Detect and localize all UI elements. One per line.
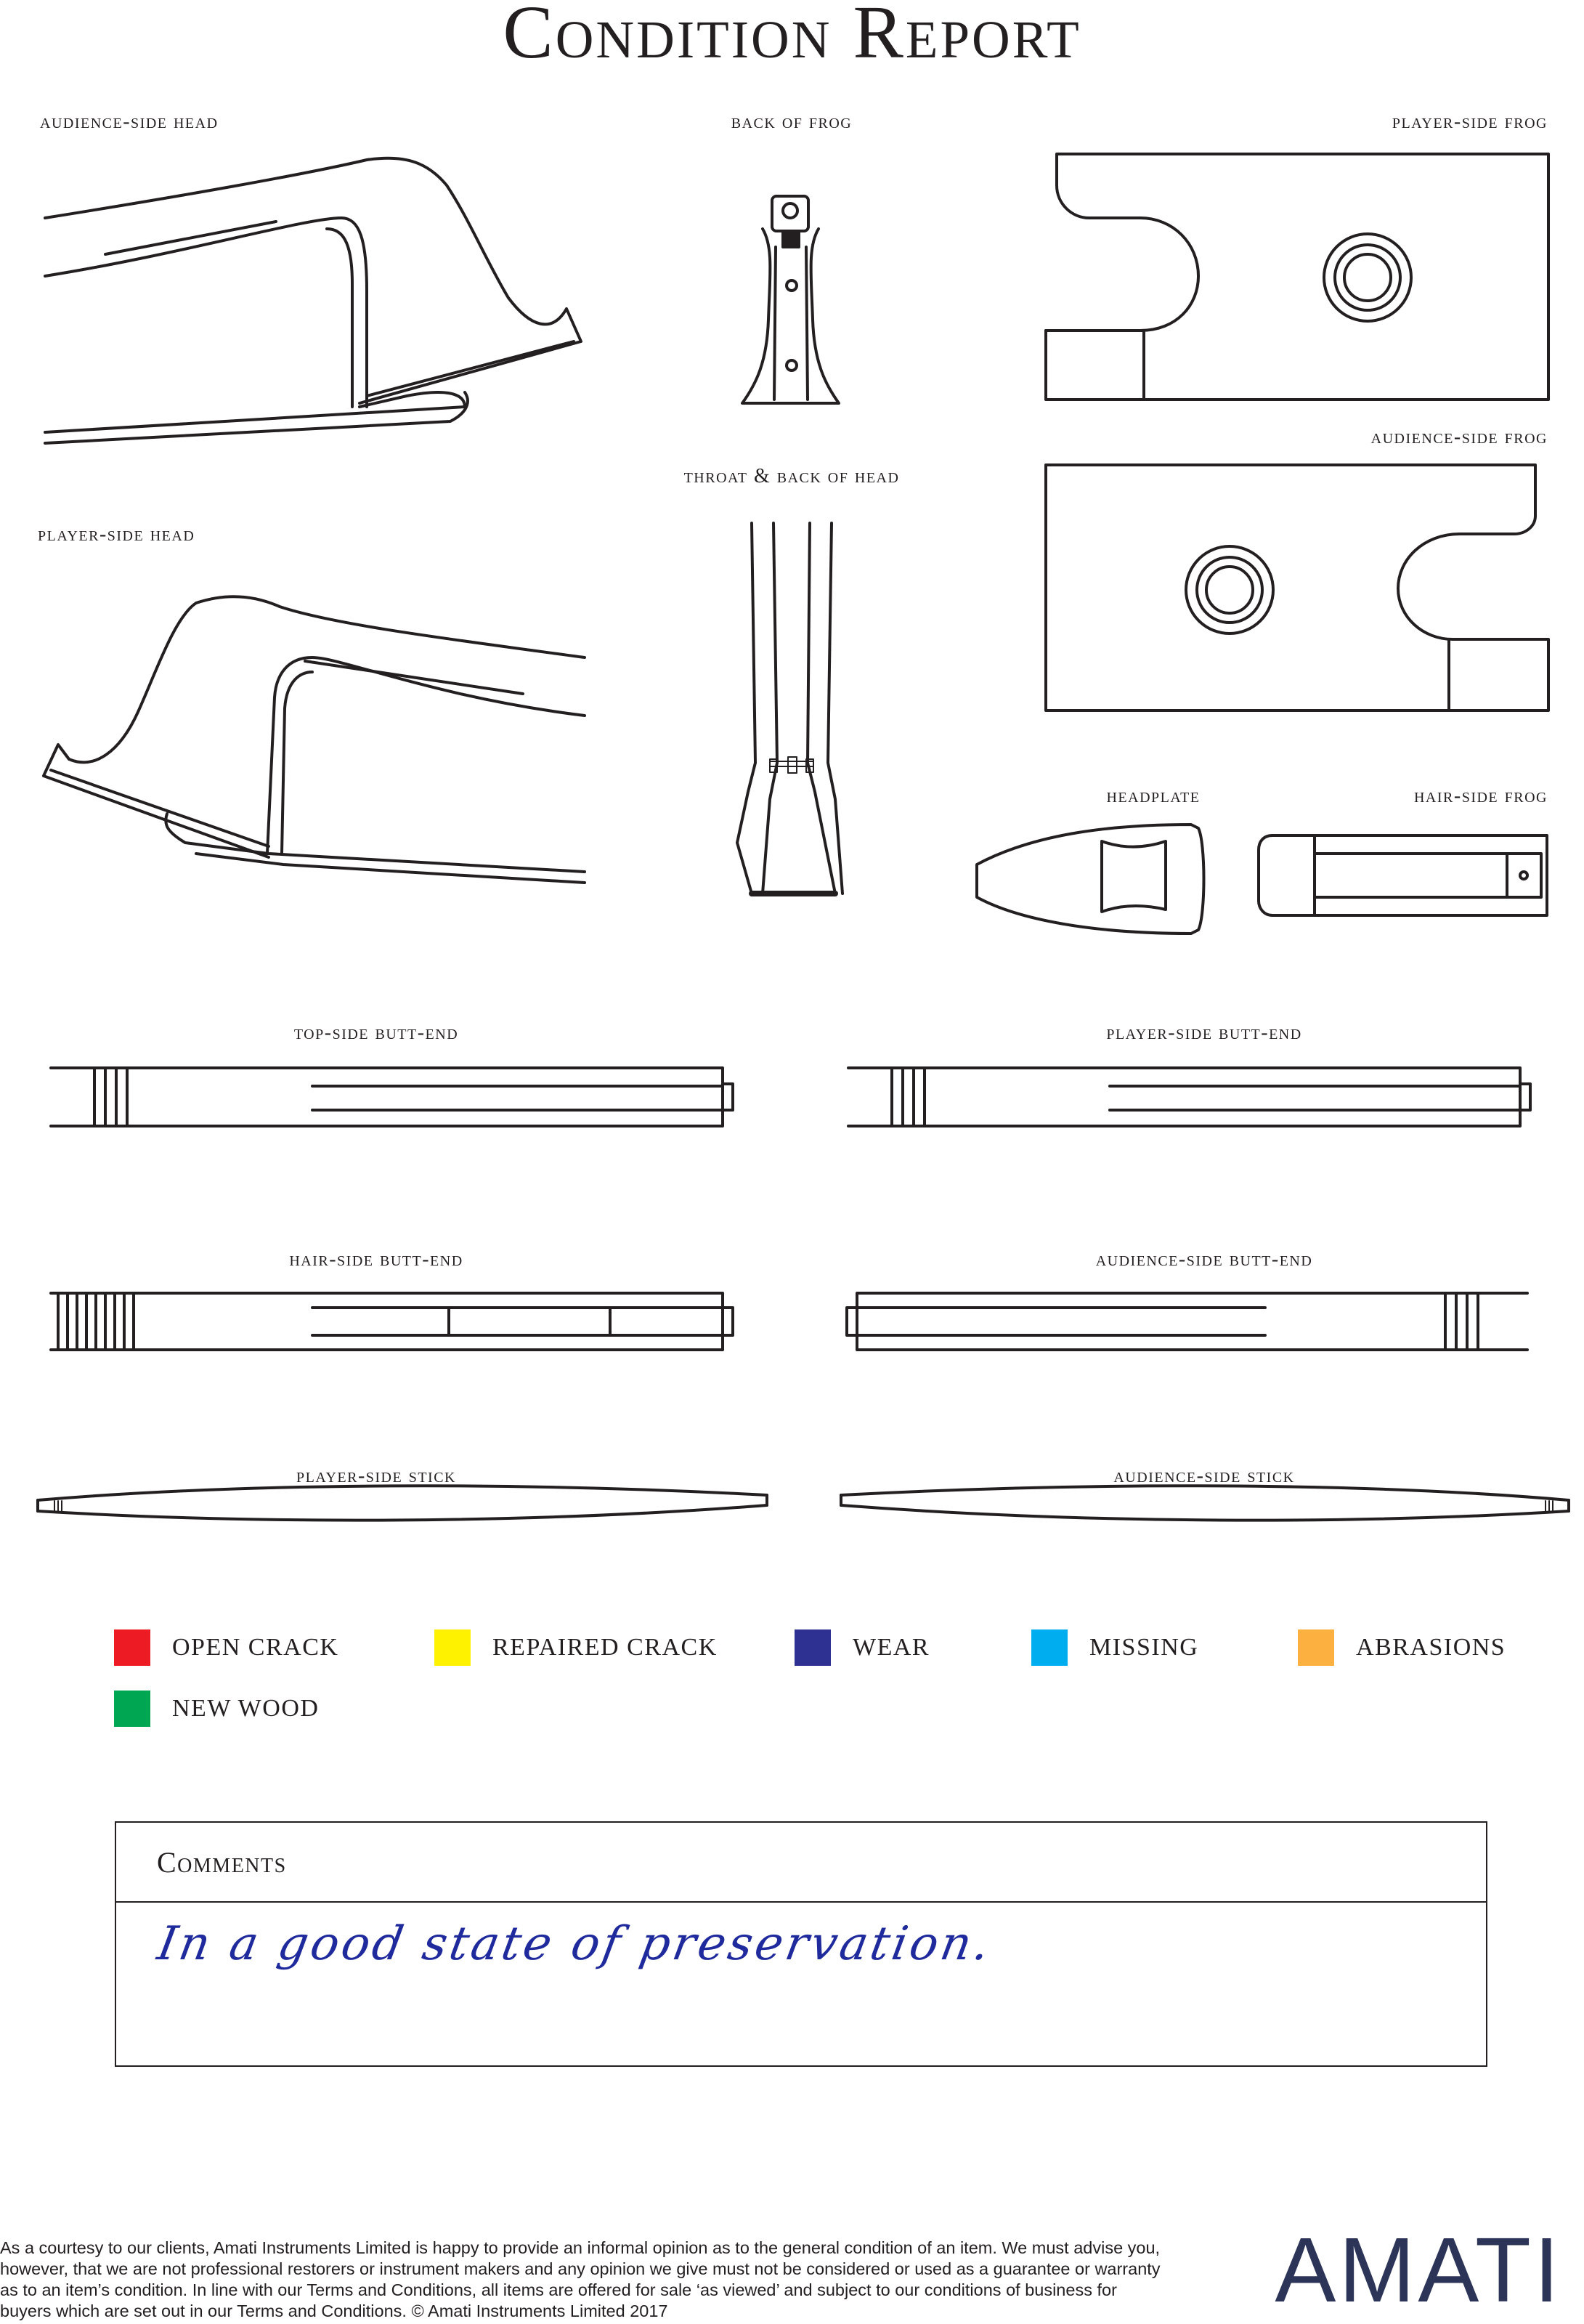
legend-label-abrasions: ABRASIONS <box>1356 1634 1506 1661</box>
legend-item-wear <box>795 1629 930 1666</box>
headplate-drawing <box>977 825 1204 934</box>
brand-logo: AMATI <box>1275 2219 1562 2321</box>
comments-title: Comments <box>157 1845 287 1879</box>
player-side-frog-drawing <box>1046 154 1548 400</box>
label-audience-side-butt-end: audience-side butt-end <box>1095 1248 1313 1271</box>
label-audience-side-frog: audience-side frog <box>1370 426 1548 448</box>
legend-swatch-open-crack <box>114 1629 150 1666</box>
throat-back-of-head-drawing <box>737 523 842 894</box>
player-side-stick-drawing <box>38 1486 767 1520</box>
label-top-side-butt-end: top-side butt-end <box>293 1021 459 1044</box>
label-throat-back-of-head: throat & back of head <box>683 465 900 487</box>
legend-label-wear: WEAR <box>853 1634 930 1661</box>
back-of-frog-drawing <box>742 196 839 403</box>
label-player-side-stick: player-side stick <box>296 1465 456 1487</box>
audience-side-head-drawing <box>45 158 581 443</box>
legend-label-repaired-crack: REPAIRED CRACK <box>492 1634 718 1661</box>
label-player-side-butt-end: player-side butt-end <box>1106 1021 1302 1044</box>
audience-side-frog-drawing <box>1046 465 1548 710</box>
player-side-butt-end-drawing <box>848 1068 1530 1126</box>
legend-swatch-wear <box>795 1629 831 1666</box>
label-audience-side-head: audience-side head <box>40 110 219 133</box>
legend-swatch-missing <box>1031 1629 1068 1666</box>
legend-item-open-crack <box>114 1629 338 1666</box>
legend-swatch-abrasions <box>1298 1629 1334 1666</box>
label-audience-side-stick: audience-side stick <box>1113 1465 1295 1487</box>
label-hair-side-butt-end: hair-side butt-end <box>289 1248 463 1271</box>
comments-header <box>116 1823 1486 1903</box>
comments-box <box>115 1821 1487 2067</box>
audience-side-stick-drawing <box>841 1486 1569 1520</box>
legend-label-open-crack: OPEN CRACK <box>172 1634 339 1661</box>
legend-item-new-wood <box>114 1691 319 1727</box>
hair-side-butt-end-drawing <box>51 1293 733 1350</box>
label-back-of-frog: back of frog <box>731 110 853 133</box>
label-hair-side-frog: hair-side frog <box>1413 785 1548 807</box>
legend-item-missing <box>1031 1629 1198 1666</box>
player-side-head-drawing <box>44 596 585 883</box>
legend-swatch-new-wood <box>114 1691 150 1727</box>
label-player-side-head: player-side head <box>38 523 195 546</box>
legend-label-new-wood: NEW WOOD <box>172 1695 320 1722</box>
audience-side-butt-end-drawing <box>847 1293 1527 1350</box>
label-player-side-frog: player-side frog <box>1392 110 1548 133</box>
legend-swatch-repaired-crack <box>434 1629 471 1666</box>
disclaimer-text: As a courtesy to our clients, Amati Instruments Limited is happy to provide an informal opinion as to the general condition of an item. We must advise you, however, that we are not professional restorers or instrument makers and any opinion we give must not be considered or used as a guarantee or warranty as to an item’s condition. In line with our Terms and Conditions, all items are offered for sale ‘as viewed’ and subject to our conditions of business for buyers which are set out in our Terms and Conditions. © Amati Instruments Limited 2017 <box>0 2238 1161 2320</box>
label-headplate: headplate <box>1106 785 1201 807</box>
legend-label-missing: MISSING <box>1089 1634 1199 1661</box>
legend-item-repaired-crack <box>434 1629 718 1666</box>
hair-side-frog-drawing <box>1259 835 1547 915</box>
legend-item-abrasions <box>1298 1629 1506 1666</box>
top-side-butt-end-drawing <box>51 1068 733 1126</box>
page-title: Condition Report <box>503 0 1081 74</box>
comments-handwritten-text: In a good state of preservation. <box>153 1917 996 1971</box>
